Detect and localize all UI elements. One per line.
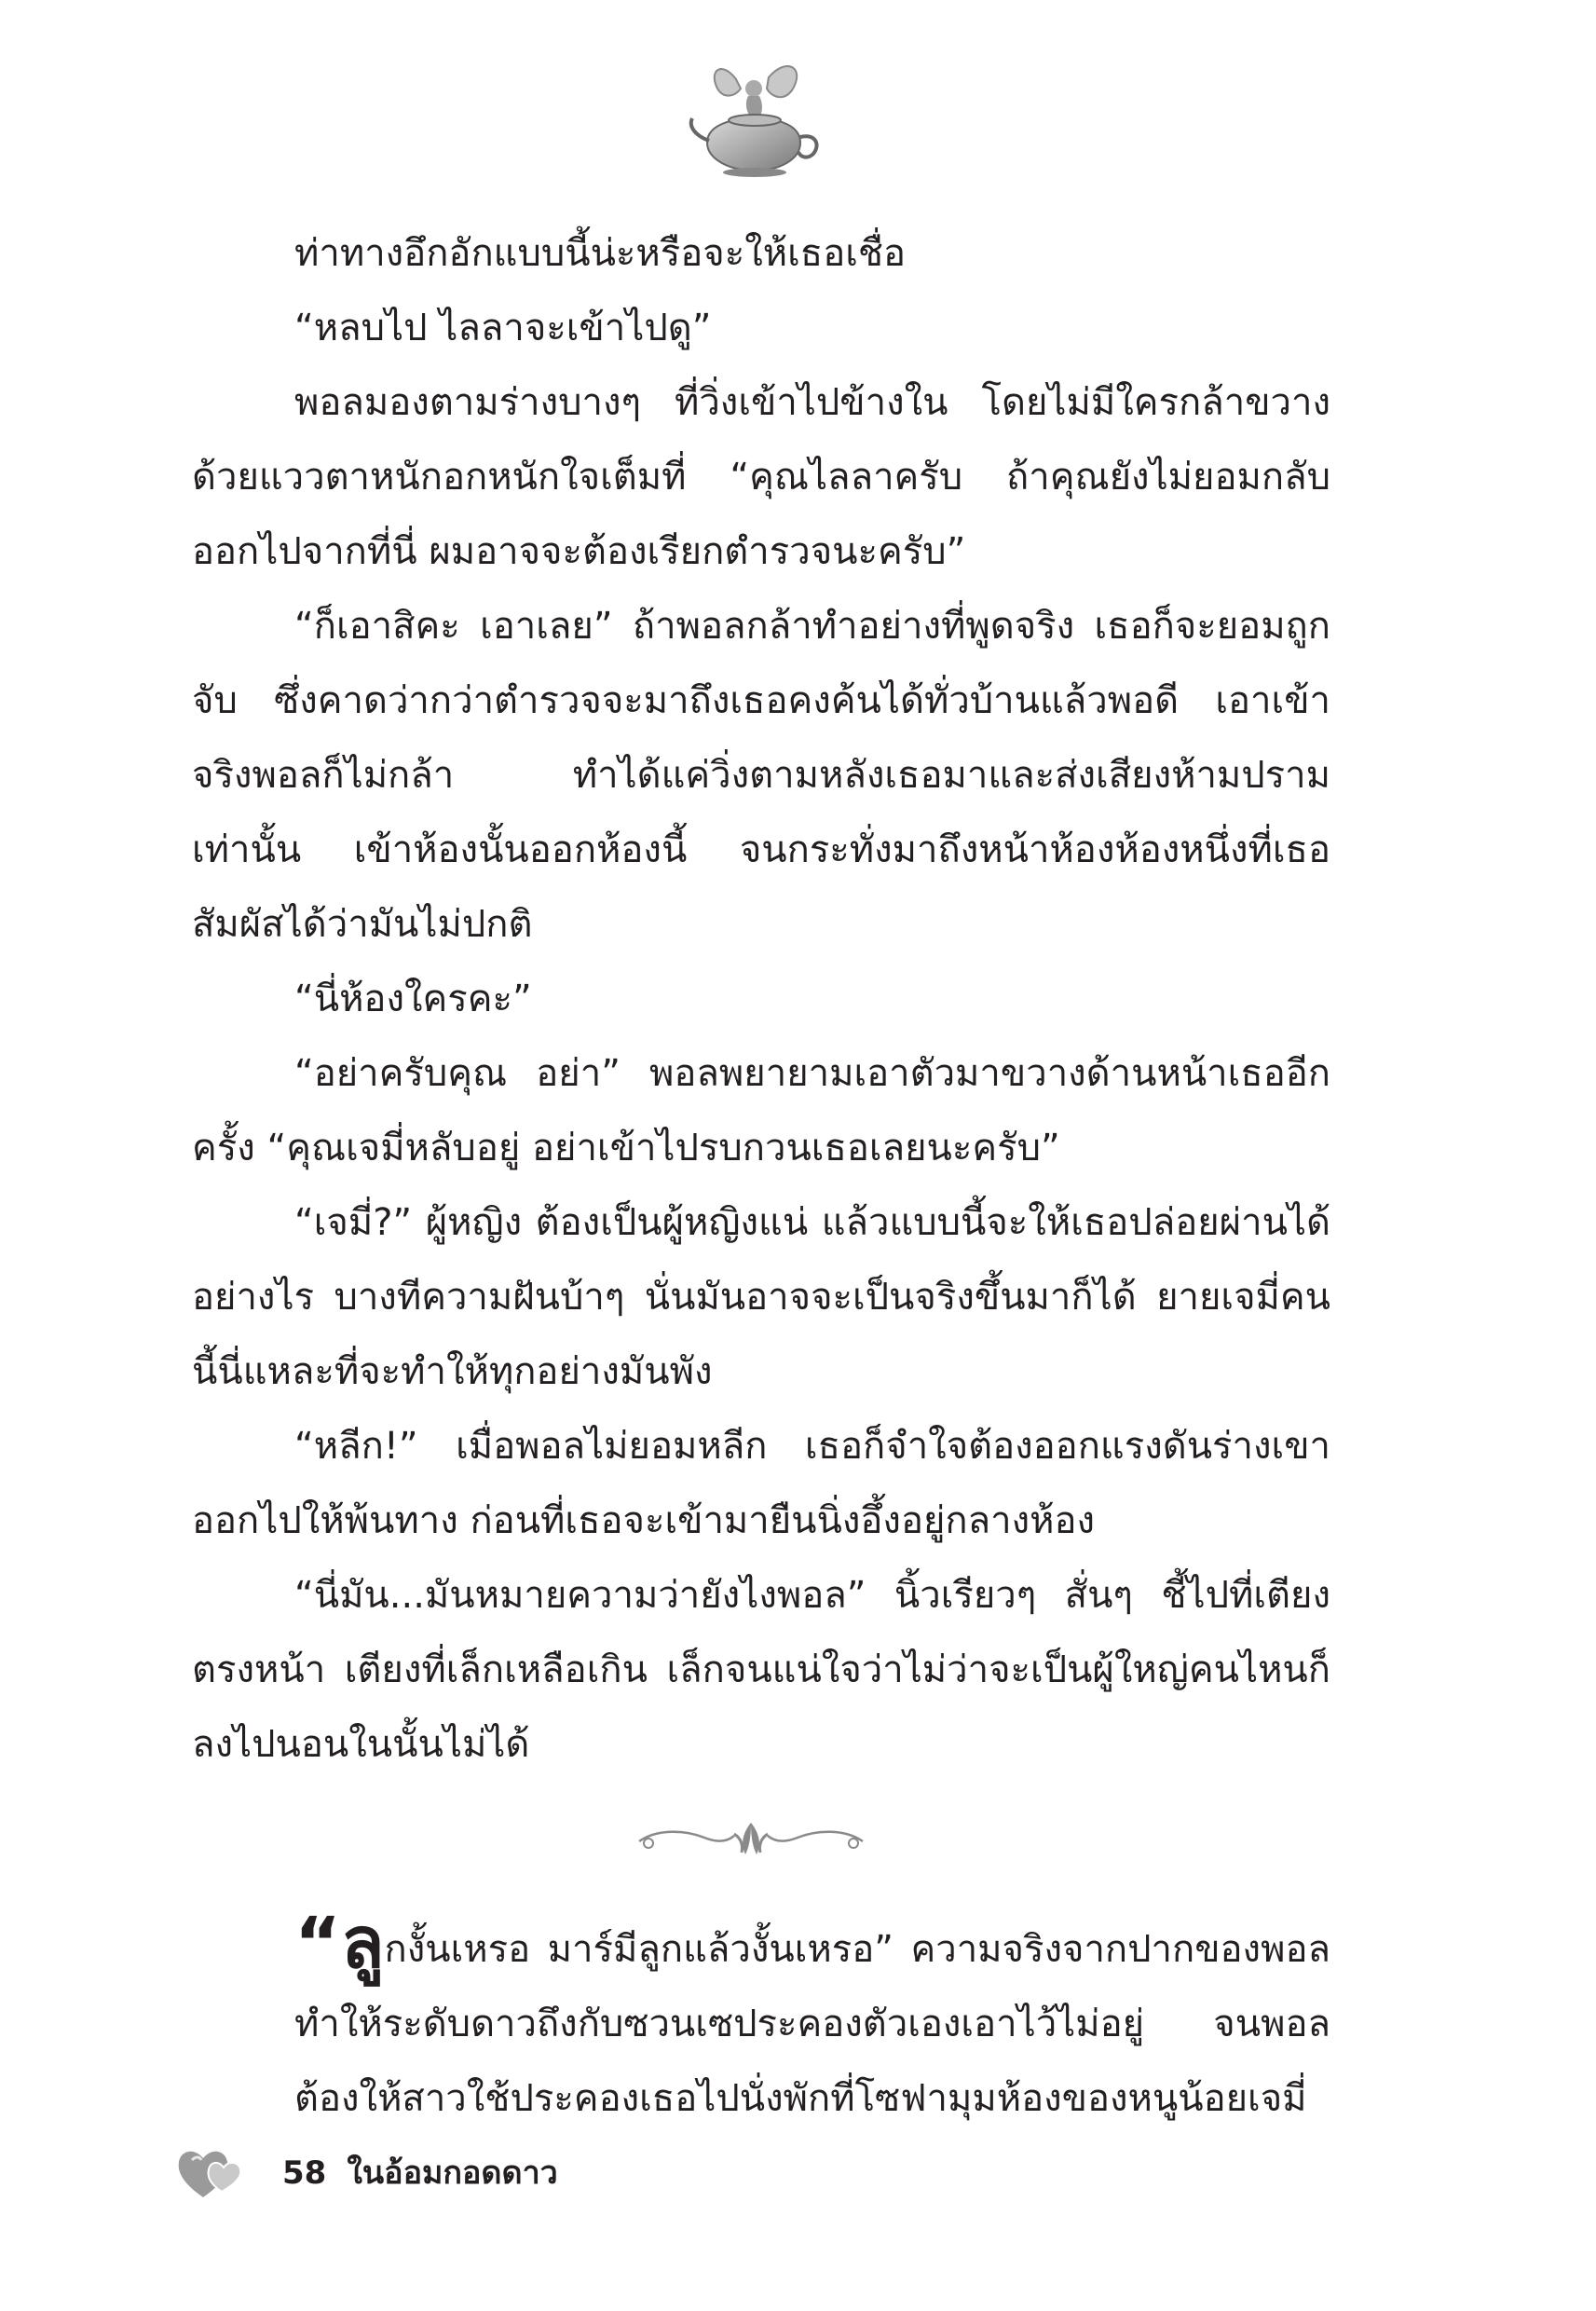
chapter-opening-paragraph (192, 1901, 1330, 2136)
paragraph: พอลมองตามร่างบางๆ ที่วิ่งเข้าไปข้างใน โดยไม่มีใครกล้าขวางด้วยแววตาหนักอกหนักใจเต็มที่ “คุณไลลาครับ ถ้าคุณยังไม่ยอมกลับออกไปจากที่นี่ ผมอาจจะต้องเรียกตำรวจนะครับ” (192, 381, 1330, 573)
body-text (192, 216, 1330, 1782)
page-footer (175, 2141, 827, 2207)
page-number: 58 (282, 2154, 327, 2192)
paragraph: “นี่ห้องใครคะ” (294, 978, 532, 1020)
paragraph: ท่าทางอึกอักแบบนี้น่ะหรือจะให้เธอเชื่อ (294, 232, 907, 275)
hearts-icon (175, 2141, 244, 2201)
paragraph: “ก็เอาสิคะ เอาเลย” ถ้าพอลกล้าทำอย่างที่พูดจริง เธอก็จะยอมถูกจับ ซึ่งคาดว่ากว่าตำรวจจะมาถึงเธอคงค้นได้ทั่วบ้านแล้วพอดี เอาเข้าจริงพอลก็ไม่กล้า ทำได้แค่วิ่งตามหลังเธอมาและส่งเสียงห้ามปรามเท่านั้น เข้าห้องนั้นออกห้องนี้ จนกระทั่งมาถึงหน้าห้องห้องหนึ่งที่เธอสัมผัสได้ว่ามันไม่ปกติ (192, 605, 1330, 946)
paragraph: “หลบไป ไลลาจะเข้าไปดู” (294, 307, 712, 349)
book-title: ในอ้อมกอดดาว (347, 2154, 558, 2192)
chapter-opening-text: กงั้นเหรอ มาร์มีลูกแล้วงั้นเหรอ” ความจริงจากปากของพอลทำให้ระดับดาวถึงกับซวนเซประคองตัวเองเอาไว้ไม่อยู่ จนพอลต้องให้สาวใช้ประคองเธอไปนั่งพักที่โซฟามุมห้องของหนูน้อยเจมี่ (294, 1928, 1330, 2120)
fairy-teapot-icon (685, 51, 825, 182)
chapter-section (192, 1901, 1330, 2136)
paragraph: “อย่าครับคุณ อย่า” พอลพยายามเอาตัวมาขวางด้านหน้าเธออีกครั้ง “คุณเจมี่หลับอยู่ อย่าเข้าไปรบกวนเธอเลยนะครับ” (192, 1052, 1330, 1169)
footer-text (282, 2151, 579, 2195)
paragraph: “หลีก!” เมื่อพอลไม่ยอมหลีก เธอก็จำใจต้องออกแรงดันร่างเขาออกไปให้พ้นทาง ก่อนที่เธอจะเข้ามายืนนิ่งอึ้งอยู่กลางห้อง (192, 1425, 1330, 1542)
drop-cap: “ลู (294, 1901, 385, 1984)
flourish-divider-icon (630, 1810, 872, 1866)
paragraph: “นี่มัน...มันหมายความว่ายังไงพอล” นิ้วเรียวๆ สั่นๆ ชี้ไปที่เตียงตรงหน้า เตียงที่เล็กเหลือเกิน เล็กจนแน่ใจว่าไม่ว่าจะเป็นผู้ใหญ่คนไหนก็ลงไปนอนในนั้นไม่ได้ (192, 1574, 1330, 1766)
paragraph: “เจมี่?” ผู้หญิง ต้องเป็นผู้หญิงแน่ แล้วแบบนี้จะให้เธอปล่อยผ่านได้อย่างไร บางทีความฝันบ้าๆ นั่นมันอาจจะเป็นจริงขึ้นมาก็ได้ ยายเจมี่คนนี้นี่แหละที่จะทำให้ทุกอย่างมันพัง (192, 1201, 1330, 1393)
